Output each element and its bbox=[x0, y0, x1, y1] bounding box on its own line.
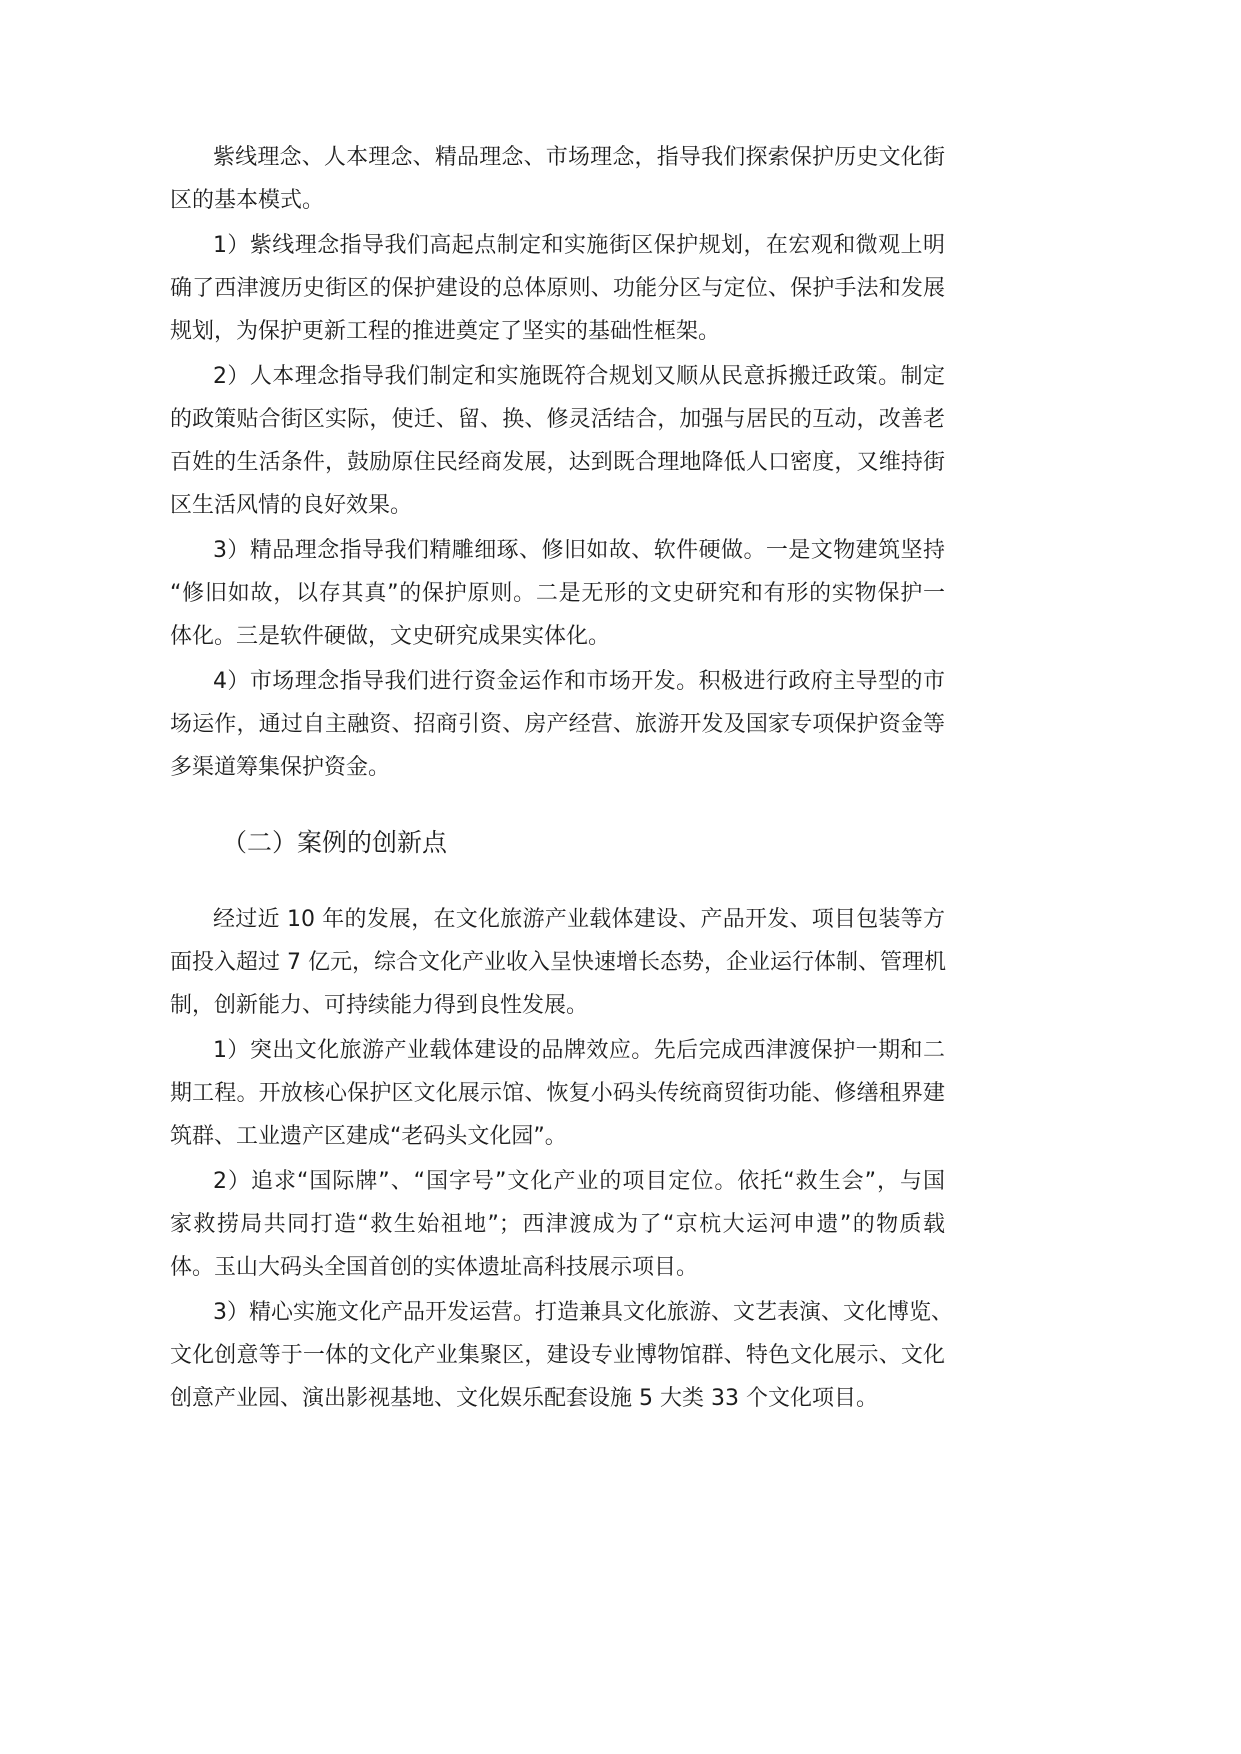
paragraph-line: 期工程。开放核心保护区文化展示馆、恢复小码头传统商贸街功能、修缮租界建 bbox=[170, 1081, 945, 1106]
paragraph-line: 文化创意等于一体的文化产业集聚区，建设专业博物馆群、特色文化展示、文化 bbox=[170, 1343, 945, 1368]
paragraph bbox=[170, 224, 945, 353]
paragraph bbox=[170, 529, 945, 658]
paragraph-line: 区生活风情的良好效果。 bbox=[170, 493, 413, 518]
paragraph bbox=[170, 898, 945, 1027]
paragraph-line: 的政策贴合街区实际，使迁、留、换、修灵活结合，加强与居民的互动，改善老 bbox=[170, 407, 945, 432]
paragraph-line: 面投入超过 7 亿元，综合文化产业收入呈快速增长态势，企业运行体制、管理机 bbox=[170, 950, 946, 975]
paragraph-line: 区的基本模式。 bbox=[170, 188, 325, 213]
paragraph bbox=[170, 660, 945, 789]
paragraph-line: 制，创新能力、可持续能力得到良性发展。 bbox=[170, 993, 589, 1018]
paragraph-line: 体化。三是软件硬做，文史研究成果实体化。 bbox=[170, 624, 611, 649]
paragraph-line: 3）精品理念指导我们精雕细琢、修旧如故、软件硬做。一是文物建筑坚持 bbox=[213, 538, 945, 563]
paragraph bbox=[170, 1291, 953, 1420]
paragraph-line: 家救捞局共同打造“救生始祖地”；西津渡成为了“京杭大运河申遗”的物质载 bbox=[170, 1212, 945, 1237]
paragraph-line: 经过近 10 年的发展，在文化旅游产业载体建设、产品开发、项目包装等方 bbox=[213, 907, 945, 932]
paragraph-line: 多渠道筹集保护资金。 bbox=[170, 755, 391, 780]
paragraph-line: 规划，为保护更新工程的推进奠定了坚实的基础性框架。 bbox=[170, 319, 721, 344]
paragraph-line: “修旧如故，以存其真”的保护原则。二是无形的文史研究和有形的实物保护一 bbox=[170, 581, 945, 606]
paragraph-line: 创意产业园、演出影视基地、文化娱乐配套设施 5 大类 33 个文化项目。 bbox=[170, 1386, 878, 1411]
document-body bbox=[170, 136, 953, 1420]
paragraph-line: 百姓的生活条件，鼓励原住民经商发展，达到既合理地降低人口密度，又维持街 bbox=[170, 450, 945, 475]
paragraph bbox=[170, 136, 945, 222]
paragraph-line: 体。玉山大码头全国首创的实体遗址高科技展示项目。 bbox=[170, 1255, 699, 1280]
paragraph bbox=[170, 1160, 945, 1289]
paragraph-line: 紫线理念、人本理念、精品理念、市场理念，指导我们探索保护历史文化街 bbox=[213, 145, 945, 170]
paragraph-line: 1）紫线理念指导我们高起点制定和实施街区保护规划，在宏观和微观上明 bbox=[213, 233, 945, 258]
paragraph-line: 场运作，通过自主融资、招商引资、房产经营、旅游开发及国家专项保护资金等 bbox=[170, 712, 945, 737]
paragraph-line: 3）精心实施文化产品开发运营。打造兼具文化旅游、文艺表演、文化博览、 bbox=[213, 1300, 953, 1325]
paragraph-line: 2）追求“国际牌”、“国字号”文化产业的项目定位。依托“救生会”，与国 bbox=[213, 1169, 945, 1194]
section-heading: （二）案例的创新点 bbox=[222, 828, 448, 857]
paragraph-line: 筑群、工业遗产区建成“老码头文化园”。 bbox=[170, 1124, 567, 1149]
paragraph-line: 4）市场理念指导我们进行资金运作和市场开发。积极进行政府主导型的市 bbox=[213, 669, 945, 694]
paragraph-line: 确了西津渡历史街区的保护建设的总体原则、功能分区与定位、保护手法和发展 bbox=[170, 276, 945, 301]
paragraph-line: 1）突出文化旅游产业载体建设的品牌效应。先后完成西津渡保护一期和二 bbox=[213, 1038, 945, 1063]
paragraph-line: 2）人本理念指导我们制定和实施既符合规划又顺从民意拆搬迁政策。制定 bbox=[213, 364, 945, 389]
paragraph bbox=[170, 355, 945, 527]
paragraph bbox=[170, 1029, 945, 1158]
